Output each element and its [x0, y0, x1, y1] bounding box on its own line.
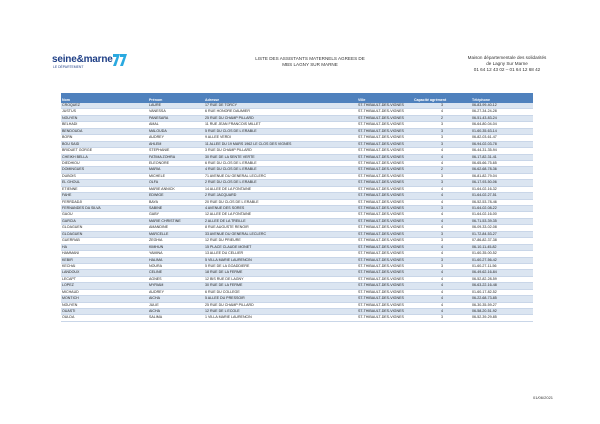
cell-telephone: 06-62-68-78-36: [471, 167, 533, 173]
cell-adresse: 11 RUE JEAN FRANCOIS MILLET: [204, 122, 357, 128]
cell-capacite: 4: [413, 154, 471, 160]
cell-prenom: EDWIGE: [148, 193, 204, 199]
cell-adresse: 11 ALLEE DU 19 MARS 1962 LE CLOS DES VIGNES: [204, 141, 357, 147]
cell-telephone: 06-52-53-78-46: [471, 199, 533, 205]
cell-nom: MICHAUD: [61, 289, 148, 295]
cell-adresse: 15 PLACE CLAUDE MONET: [204, 244, 357, 250]
cell-capacite: 3: [413, 103, 471, 109]
cell-nom: FERRDADJI: [61, 199, 148, 205]
cell-adresse: 6 RUE DU COLLEGE: [204, 289, 357, 295]
cell-capacite: 4: [413, 244, 471, 250]
column-header-ville: Ville: [357, 93, 413, 103]
cell-adresse: 4 RUE DU CLOS DE L ERABLE: [204, 167, 357, 173]
cell-capacite: 4: [413, 276, 471, 282]
cell-adresse: 12 BIS RUE DE LAGNY: [204, 276, 357, 282]
cell-ville: ST-THIBAULT-DES-VIGNES: [357, 186, 413, 192]
cell-ville: ST-THIBAULT-DES-VIGNES: [357, 257, 413, 263]
cell-adresse: 2 RUE DU CLOS DE L ERABLE: [204, 180, 357, 186]
cell-telephone: 06-64-80-04-04: [471, 122, 533, 128]
cell-ville: ST-THIBAULT-DES-VIGNES: [357, 251, 413, 257]
cell-telephone: 06-27-34-24-28: [471, 109, 533, 115]
cell-prenom: AUDREY: [148, 289, 204, 295]
document-title: [250, 56, 370, 68]
cell-capacite: 4: [413, 212, 471, 218]
cell-capacite: 4: [413, 251, 471, 257]
contact-line: de Lagny Sur Marne: [486, 61, 528, 67]
cell-ville: ST-THIBAULT-DES-VIGNES: [357, 128, 413, 134]
cell-prenom: MARIE ANNICK: [148, 186, 204, 192]
column-header-capacite: Capacité agrément: [413, 93, 471, 103]
cell-adresse: 14 ALLEE DE LA FONTAINE: [204, 186, 357, 192]
cell-ville: ST-THIBAULT-DES-VIGNES: [357, 296, 413, 302]
cell-telephone: 01-64-02-16-00: [471, 212, 533, 218]
cell-capacite: 4: [413, 148, 471, 154]
cell-prenom: AICHA: [148, 309, 204, 315]
cell-nom: DIEDHIOU: [61, 160, 148, 166]
cell-capacite: 4: [413, 225, 471, 231]
cell-telephone: 06-10-11-45-82: [471, 244, 533, 250]
cell-nom: NGUYEN: [61, 115, 148, 121]
cell-telephone: 01-64-02-16-32: [471, 186, 533, 192]
document-date: 01/06/2021: [533, 395, 554, 400]
cell-capacite: 3: [413, 180, 471, 186]
cell-prenom: AICHA: [148, 296, 204, 302]
cell-prenom: SABINE: [148, 206, 204, 212]
cell-prenom: MARCELLE: [148, 231, 204, 237]
cell-prenom: SALIMA: [148, 315, 204, 321]
document-title-line: MBS LAGNY SUR MARNE: [282, 62, 338, 68]
cell-prenom: AGNES: [148, 276, 204, 282]
cell-adresse: 12 ALLEE DE LA FONTAINE: [204, 212, 357, 218]
cell-adresse: 71 AVENUE DU GENERAL LECLERC: [204, 173, 357, 179]
cell-telephone: 06-65-66-75-65: [471, 160, 533, 166]
cell-adresse: 2 RUE JACQUARD: [204, 193, 357, 199]
cell-prenom: LAURE: [148, 103, 204, 109]
cell-adresse: 4 AVENUE DES SORES: [204, 206, 357, 212]
cell-ville: ST-THIBAULT-DES-VIGNES: [357, 212, 413, 218]
cell-ville: ST-THIBAULT-DES-VIGNES: [357, 270, 413, 276]
cell-telephone: 06-52-82-28-59: [471, 276, 533, 282]
cell-ville: ST-THIBAULT-DES-VIGNES: [357, 315, 413, 321]
cell-ville: ST-THIBAULT-DES-VIGNES: [357, 173, 413, 179]
cell-adresse: 25 RUE DU CHAMP PILLARD: [204, 302, 357, 308]
cell-nom: GARCIA: [61, 218, 148, 224]
cell-capacite: 4: [413, 302, 471, 308]
cell-nom: HA: [61, 244, 148, 250]
cell-telephone: 06-63-22-16-48: [471, 283, 533, 289]
contact-line: Maison départementale des solidarités: [467, 55, 547, 60]
document-title-line: LISTE DES ASSISTANTS MATERNELS AGREES DE: [255, 56, 365, 61]
cell-capacite: 4: [413, 218, 471, 224]
cell-ville: ST-THIBAULT-DES-VIGNES: [357, 283, 413, 289]
cell-capacite: 3: [413, 257, 471, 263]
cell-prenom: ZEGHIA: [148, 238, 204, 244]
assistants-table: [61, 93, 533, 322]
cell-prenom: GABY: [148, 212, 204, 218]
cell-adresse: 6 RUE HONORE DAUMIER: [204, 109, 357, 115]
cell-ville: ST-THIBAULT-DES-VIGNES: [357, 103, 413, 109]
cell-adresse: 5 ALLEE DU PRESSOIR: [204, 296, 357, 302]
cell-capacite: 3: [413, 206, 471, 212]
cell-adresse: 18 RUE DE LA FERME: [204, 270, 357, 276]
cell-nom: CHEIKH BELLA: [61, 154, 148, 160]
cell-adresse: 25 RUE DU CHAMP PILLARD: [204, 115, 357, 121]
cell-prenom: CELINE: [148, 270, 204, 276]
cell-ville: ST-THIBAULT-DES-VIGNES: [357, 244, 413, 250]
cell-nom: LOPEZ: [61, 283, 148, 289]
cell-nom: BELHADI: [61, 122, 148, 128]
cell-ville: ST-THIBAULT-DES-VIGNES: [357, 231, 413, 237]
column-header-nom: Nom: [61, 93, 148, 103]
cell-ville: ST-THIBAULT-DES-VIGNES: [357, 289, 413, 295]
cell-ville: ST-THIBAULT-DES-VIGNES: [357, 263, 413, 269]
cell-telephone: 06-83-99-40-12: [471, 103, 533, 109]
cell-ville: ST-THIBAULT-DES-VIGNES: [357, 141, 413, 147]
cell-adresse: 8 RUE AUGUSTE RENOIR: [204, 225, 357, 231]
cell-ville: ST-THIBAULT-DES-VIGNES: [357, 309, 413, 315]
cell-capacite: 3: [413, 122, 471, 128]
cell-telephone: 06-22-68-73-85: [471, 296, 533, 302]
cell-telephone: 06-49-62-16-84: [471, 270, 533, 276]
cell-ville: ST-THIBAULT-DES-VIGNES: [357, 199, 413, 205]
cell-prenom: STEPHANIE: [148, 148, 204, 154]
cell-telephone: 06-71-53-39-35: [471, 218, 533, 224]
cell-nom: FAHE: [61, 193, 148, 199]
cell-capacite: 4: [413, 199, 471, 205]
cell-telephone: 01-60-35-63-14: [471, 128, 533, 134]
cell-prenom: MALOUDA: [148, 128, 204, 134]
cell-ville: ST-THIBAULT-DES-VIGNES: [357, 160, 413, 166]
logo-name: seine&marne: [52, 54, 113, 65]
table-row: [61, 315, 533, 321]
cell-ville: ST-THIBAULT-DES-VIGNES: [357, 180, 413, 186]
logo-tagline: LE DÉPARTEMENT: [53, 65, 84, 69]
cell-nom: OUASTI: [61, 309, 148, 315]
cell-capacite: 3: [413, 238, 471, 244]
cell-adresse: 13 ALLEE DU CELLIER: [204, 251, 357, 257]
cell-prenom: PANESARA: [148, 115, 204, 121]
cell-capacite: 3: [413, 141, 471, 147]
cell-prenom: BAYA: [148, 199, 204, 205]
cell-telephone: 06-52-39-29-85: [471, 315, 533, 321]
cell-adresse: 33 AVENUE DU GENERAL LECLERC: [204, 231, 357, 237]
cell-telephone: 07-86-82-37-38: [471, 238, 533, 244]
cell-nom: GUERRAB: [61, 238, 148, 244]
cell-prenom: VANESSA: [148, 109, 204, 115]
cell-adresse: 1 VILLA MARIE LAURENCIN: [204, 315, 357, 321]
cell-capacite: 4: [413, 193, 471, 199]
cell-adresse: 2 ALLEE DE LA TREILLE: [204, 218, 357, 224]
cell-telephone: 06-44-31-35-94: [471, 148, 533, 154]
cell-telephone: 01-60-17-82-52: [471, 289, 533, 295]
cell-telephone: 01-64-02-27-51: [471, 193, 533, 199]
cell-capacite: 4: [413, 283, 471, 289]
cell-telephone: 01-64-02-08-22: [471, 206, 533, 212]
cell-telephone: 06-81-82-79-04: [471, 173, 533, 179]
cell-telephone: 06-09-33-02-08: [471, 225, 533, 231]
cell-capacite: 4: [413, 296, 471, 302]
cell-prenom: MICHELE: [148, 173, 204, 179]
cell-nom: HAMMANI: [61, 251, 148, 257]
cell-adresse: 3 RUE DU CHAMP PILLARD: [204, 148, 357, 154]
cell-prenom: OLFA: [148, 180, 204, 186]
contact-phones: 01 64 12 43 02 – 01 64 12 68 42: [473, 67, 541, 73]
cell-capacite: 3: [413, 128, 471, 134]
cell-adresse: 17 RUE DE TORCY: [204, 103, 357, 109]
cell-nom: BENDOUDA: [61, 128, 148, 134]
contact-block: [452, 55, 562, 74]
cell-adresse: 5 VILLA MARIE LAURENCIN: [204, 257, 357, 263]
cell-telephone: 06-17-93-50-06: [471, 180, 533, 186]
cell-nom: GLOAGUEN: [61, 231, 148, 237]
cell-adresse: 20 RUE DU CLOS DE L ERABLE: [204, 199, 357, 205]
cell-ville: ST-THIBAULT-DES-VIGNES: [357, 206, 413, 212]
cell-capacite: 3: [413, 315, 471, 321]
cell-telephone: 06-58-20-51-92: [471, 309, 533, 315]
column-header-telephone: Téléphone: [471, 93, 533, 103]
cell-telephone: 06-30-35-59-27: [471, 302, 533, 308]
cell-ville: ST-THIBAULT-DES-VIGNES: [357, 225, 413, 231]
cell-ville: ST-THIBAULT-DES-VIGNES: [357, 167, 413, 173]
cell-ville: ST-THIBAULT-DES-VIGNES: [357, 109, 413, 115]
cell-adresse: 5 RUE DE LA GOADDIERE: [204, 263, 357, 269]
cell-ville: ST-THIBAULT-DES-VIGNES: [357, 302, 413, 308]
table-header-row: [61, 93, 533, 103]
cell-adresse: 9 ALLEE VERDI: [204, 135, 357, 141]
seine-et-marne-logo: [52, 53, 130, 73]
cell-prenom: YAMINA: [148, 251, 204, 257]
cell-nom: EL GHOUL: [61, 180, 148, 186]
cell-nom: GAOU: [61, 212, 148, 218]
cell-ville: ST-THIBAULT-DES-VIGNES: [357, 193, 413, 199]
cell-nom: BOU SAID: [61, 141, 148, 147]
cell-ville: ST-THIBAULT-DES-VIGNES: [357, 238, 413, 244]
cell-ville: ST-THIBAULT-DES-VIGNES: [357, 148, 413, 154]
cell-nom: LANDOUX: [61, 270, 148, 276]
cell-telephone: 06-17-82-31-41: [471, 154, 533, 160]
cell-telephone: 06-51-43-83-24: [471, 115, 533, 121]
cell-nom: NGUYEN: [61, 302, 148, 308]
cell-nom: FERNANDES DA SILVA: [61, 206, 148, 212]
cell-capacite: 4: [413, 289, 471, 295]
cell-prenom: AUDREY: [148, 135, 204, 141]
cell-ville: ST-THIBAULT-DES-VIGNES: [357, 154, 413, 160]
cell-prenom: HALIMA: [148, 257, 204, 263]
cell-prenom: FATIMA ZOHRA: [148, 154, 204, 160]
cell-capacite: 4: [413, 270, 471, 276]
cell-telephone: 01-60-27-11-56: [471, 263, 533, 269]
cell-telephone: 01-60-35-00-52: [471, 251, 533, 257]
cell-adresse: 12 RUE DE L ECOLE: [204, 309, 357, 315]
cell-capacite: 4: [413, 186, 471, 192]
cell-prenom: AMAL: [148, 122, 204, 128]
cell-adresse: 12 RUE DU PRIEURE: [204, 238, 357, 244]
cell-ville: ST-THIBAULT-DES-VIGNES: [357, 115, 413, 121]
cell-nom: JUSTUS: [61, 109, 148, 115]
cell-telephone: 06-94-02-03-78: [471, 141, 533, 147]
cell-adresse: 30 RUE DE LA FERME: [204, 283, 357, 289]
cell-prenom: MARIE CHRISTINE: [148, 218, 204, 224]
cell-nom: ETIENNE: [61, 186, 148, 192]
department-77-icon: [112, 52, 128, 68]
cell-prenom: JULIE: [148, 302, 204, 308]
cell-prenom: KIMHUN: [148, 244, 204, 250]
cell-capacite: 3: [413, 231, 471, 237]
cell-capacite: 4: [413, 309, 471, 315]
cell-prenom: MYRIAM: [148, 283, 204, 289]
cell-capacite: 2: [413, 115, 471, 121]
cell-prenom: AHLEM: [148, 141, 204, 147]
cell-nom: OULDA: [61, 315, 148, 321]
cell-nom: DOMINGUES: [61, 167, 148, 173]
cell-nom: MONTICH: [61, 296, 148, 302]
cell-nom: LECAPT: [61, 276, 148, 282]
cell-prenom: NOURA: [148, 263, 204, 269]
cell-capacite: 4: [413, 109, 471, 115]
cell-capacite: 4: [413, 160, 471, 166]
cell-nom: BORN: [61, 135, 148, 141]
cell-capacite: 3: [413, 173, 471, 179]
cell-adresse: 30 RUE DE LA SENTE VERTE: [204, 154, 357, 160]
cell-telephone: 01-72-84-53-27: [471, 231, 533, 237]
cell-prenom: AMANDINE: [148, 225, 204, 231]
column-header-prenom: Prénom: [148, 93, 204, 103]
cell-nom: BRIDUET GORGE: [61, 148, 148, 154]
cell-nom: KECHAI: [61, 263, 148, 269]
cell-capacite: 3: [413, 263, 471, 269]
cell-adresse: 5 RUE DU CLOS DE L ERABLE: [204, 128, 357, 134]
cell-capacite: 2: [413, 167, 471, 173]
cell-nom: KEBIR: [61, 257, 148, 263]
cell-ville: ST-THIBAULT-DES-VIGNES: [357, 135, 413, 141]
cell-telephone: 06-82-03-61-47: [471, 135, 533, 141]
cell-capacite: 3: [413, 135, 471, 141]
cell-telephone: 01-60-27-56-42: [471, 257, 533, 263]
cell-nom: DUBOIS: [61, 173, 148, 179]
cell-nom: GLOAGUEN: [61, 225, 148, 231]
cell-ville: ST-THIBAULT-DES-VIGNES: [357, 276, 413, 282]
cell-ville: ST-THIBAULT-DES-VIGNES: [357, 218, 413, 224]
cell-prenom: ELEONORE: [148, 160, 204, 166]
cell-prenom: MARIA: [148, 167, 204, 173]
cell-adresse: 6 RUE DU CLOS DE L ERABLE: [204, 160, 357, 166]
cell-nom: CROQUEZ: [61, 103, 148, 109]
column-header-adresse: Adresse: [204, 93, 357, 103]
cell-ville: ST-THIBAULT-DES-VIGNES: [357, 122, 413, 128]
